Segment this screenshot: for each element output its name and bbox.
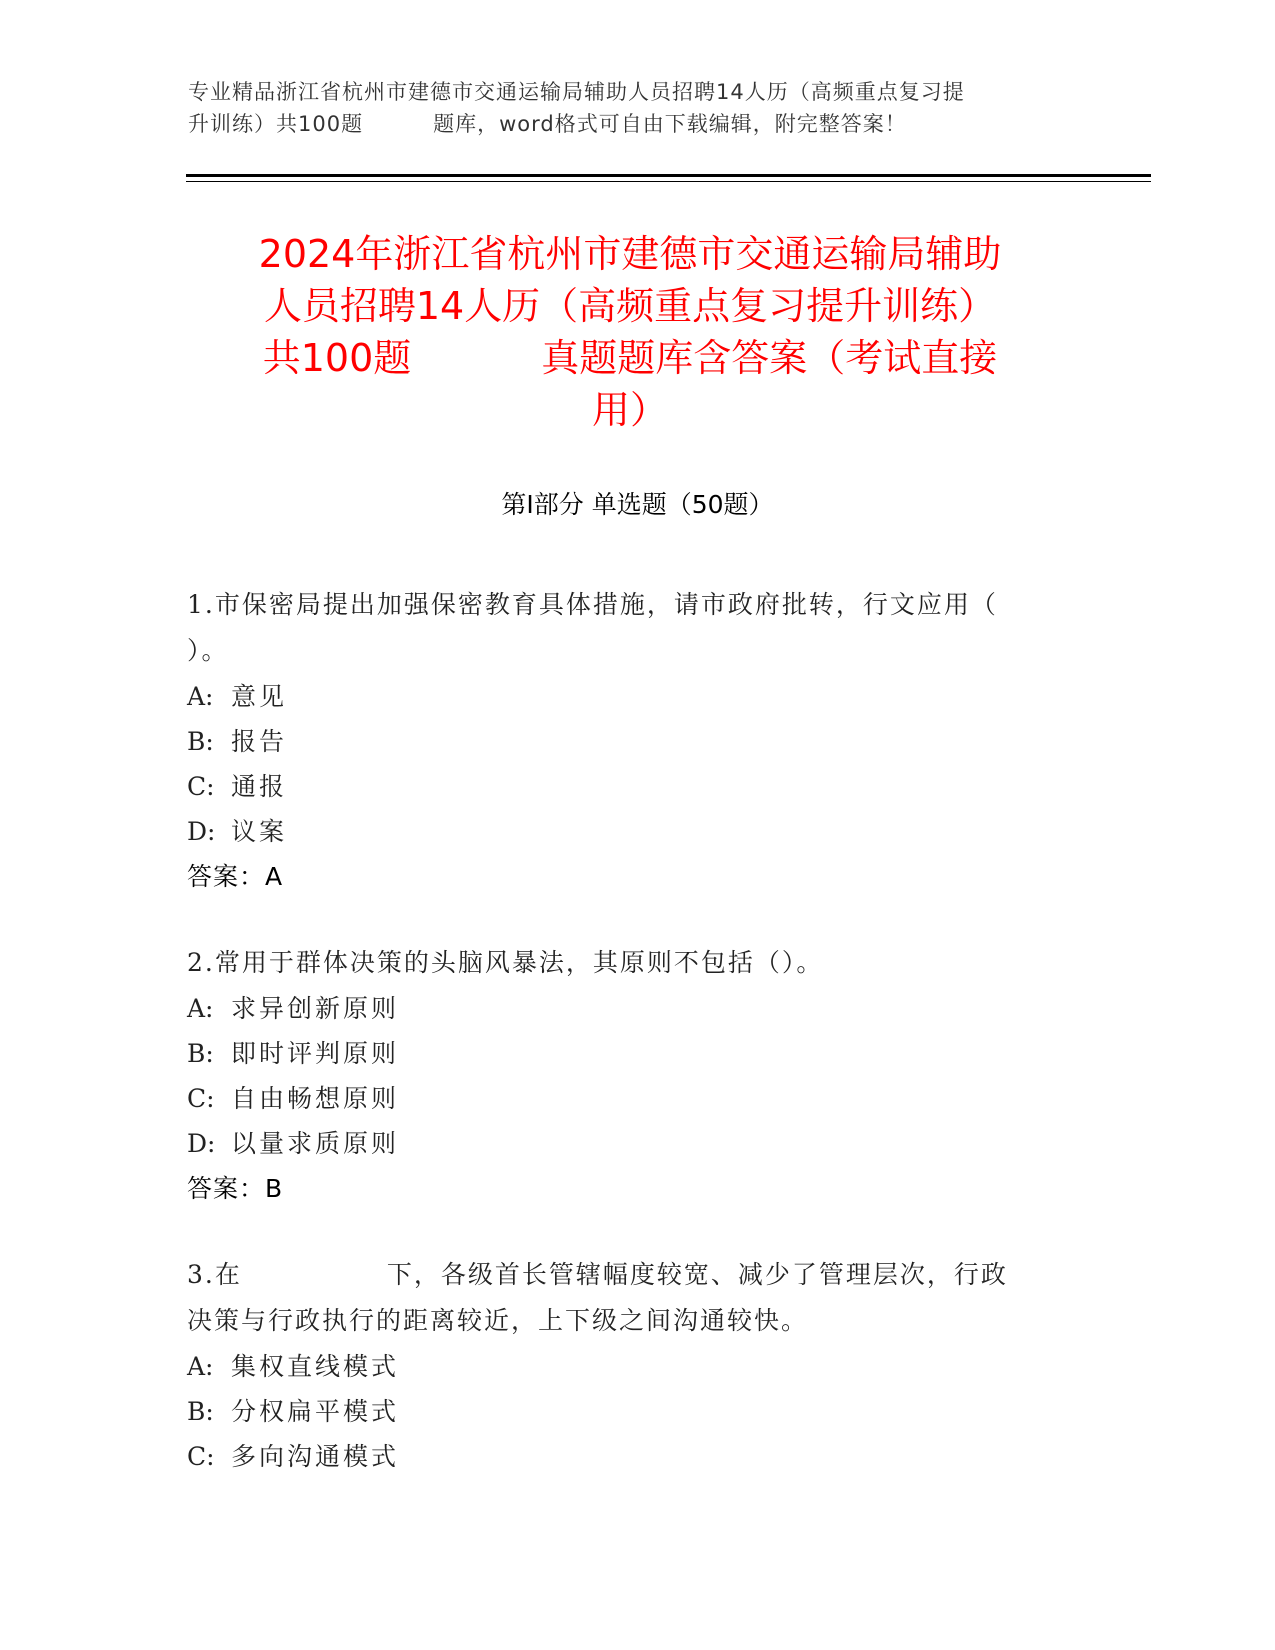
- question-2: [187, 940, 1067, 1212]
- page-header: [188, 76, 1068, 140]
- title-line-2: 人员招聘14人历（高频重点复习提升训练）: [263, 284, 997, 328]
- title-line-3-part-a: 共100题: [262, 336, 412, 380]
- option-key: A:: [187, 1352, 214, 1381]
- answer-line: 答案：A: [187, 862, 284, 891]
- header-line-2-part-b: 题库，word格式可自由下载编辑，附完整答案！: [433, 112, 907, 136]
- question-stem-part: 下，各级首长管辖幅度较宽、减少了管理层次，行政: [386, 1260, 1008, 1289]
- question-stem: [187, 1252, 1067, 1344]
- option-text: 通报: [231, 772, 288, 801]
- option-key: B:: [187, 1039, 214, 1068]
- option-text: 即时评判原则: [231, 1039, 400, 1068]
- option-b: [187, 1031, 1067, 1076]
- option-text: 求异创新原则: [231, 994, 400, 1023]
- option-key: D:: [187, 1129, 216, 1158]
- option-text: 意见: [231, 682, 288, 711]
- section-title: 第I部分 单选题（50题）: [501, 490, 774, 519]
- option-c: [187, 1076, 1067, 1121]
- option-key: B:: [187, 727, 214, 756]
- option-d: [187, 809, 1067, 854]
- option-text: 以量求质原则: [231, 1129, 400, 1158]
- answer-line: 答案：B: [187, 1174, 284, 1203]
- question-stem-line: 1.市保密局提出加强保密教育具体措施，请市政府批转，行文应用（: [187, 590, 998, 619]
- question-stem-line: 2.常用于群体决策的头脑风暴法，其原则不包括（）。: [187, 948, 824, 977]
- option-text: 分权扁平模式: [231, 1397, 400, 1426]
- question-stem-part: 3.在: [187, 1260, 242, 1289]
- header-line-2: [188, 108, 1068, 140]
- question-3: [187, 1252, 1067, 1479]
- header-line-2-part-a: 升训练）共100题: [188, 112, 364, 136]
- option-text: 多向沟通模式: [231, 1442, 400, 1471]
- option-a: [187, 674, 1067, 719]
- option-key: D:: [187, 817, 216, 846]
- question-list: [187, 582, 1067, 1479]
- option-c: [187, 1434, 1067, 1479]
- option-text: 集权直线模式: [231, 1352, 400, 1381]
- question-stem: [187, 940, 1067, 986]
- option-d: [187, 1121, 1067, 1166]
- option-key: C:: [187, 1442, 215, 1471]
- option-a: [187, 986, 1067, 1031]
- header-divider-thin: [186, 181, 1151, 182]
- option-key: C:: [187, 772, 215, 801]
- header-divider-thick: [186, 174, 1151, 177]
- title-line-4: 用）: [591, 388, 668, 432]
- title-line-3: [180, 332, 1080, 384]
- option-b: [187, 719, 1067, 764]
- option-key: B:: [187, 1397, 214, 1426]
- question-stem: [187, 582, 1067, 674]
- question-stem-line: [187, 1252, 1067, 1298]
- option-text: 议案: [231, 817, 288, 846]
- option-c: [187, 764, 1067, 809]
- header-line-1: 专业精品浙江省杭州市建德市交通运输局辅助人员招聘14人历（高频重点复习提: [188, 80, 965, 104]
- title-line-1: 2024年浙江省杭州市建德市交通运输局辅助: [258, 232, 1002, 276]
- option-key: A:: [187, 682, 214, 711]
- question-1: [187, 582, 1067, 900]
- title-line-3-part-b: 真题题库含答案（考试直接: [541, 336, 998, 380]
- option-key: A:: [187, 994, 214, 1023]
- option-text: 自由畅想原则: [231, 1084, 400, 1113]
- option-text: 报告: [231, 727, 288, 756]
- option-key: C:: [187, 1084, 215, 1113]
- option-b: [187, 1389, 1067, 1434]
- question-stem-line: 决策与行政执行的距离较近，上下级之间沟通较快。: [187, 1306, 809, 1335]
- question-stem-line: ）。: [187, 636, 229, 665]
- option-a: [187, 1344, 1067, 1389]
- document-title: [180, 228, 1080, 436]
